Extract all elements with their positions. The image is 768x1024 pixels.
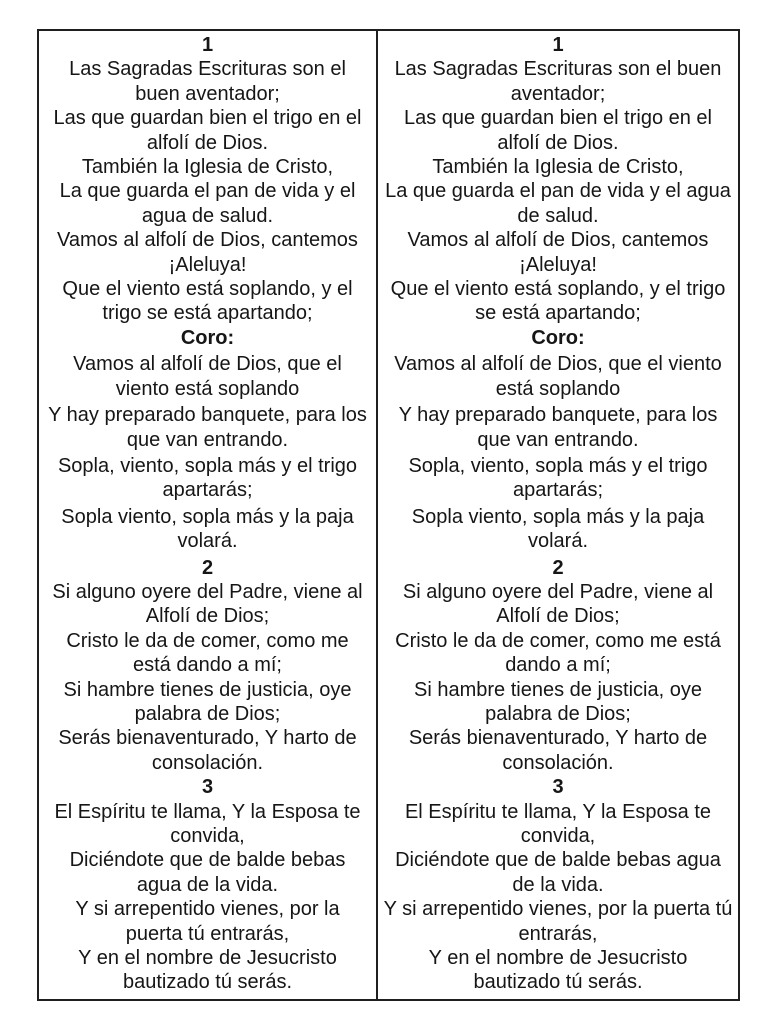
lyric-line: Y en el nombre de Jesucristo bautizado tú serás. (428, 947, 688, 994)
lyric-line: Serás bienaventurado, Y harto de consolación. (58, 727, 357, 774)
verse-section (383, 800, 733, 995)
lyric-line: Que el viento está soplando, y el trigo se está apartando; (390, 278, 726, 325)
lyric-line: Y si arrepentido vienes, por la puerta tú entrarás, (383, 898, 733, 945)
verse-section (46, 57, 369, 325)
lyric-line: El Espíritu te llama, Y la Esposa te convida, (54, 800, 361, 847)
lyric-line: Que el viento está soplando, y el trigo se está apartando; (62, 278, 353, 325)
lyric-line: Las que guardan bien el trigo en el alfolí de Dios. (53, 107, 362, 154)
verse-section (383, 57, 733, 325)
lyrics-table (37, 29, 740, 1001)
lyric-line: Sopla, viento, sopla más y el trigo apartarás; (57, 454, 358, 502)
lyrics-column-1 (39, 31, 376, 999)
lyric-line: Si alguno oyere del Padre, viene al Alfolí de Dios; (52, 580, 363, 628)
lyric-line: Vamos al alfolí de Dios, que el viento está soplando (394, 353, 722, 400)
lyric-line: Si alguno oyere del Padre, viene al Alfolí de Dios; (402, 580, 714, 628)
lyric-line: Serás bienaventurado, Y harto de consolación. (408, 727, 708, 774)
lyric-line: Cristo le da de comer, como me está dando a mí; (66, 629, 349, 677)
lyric-line: El Espíritu te llama, Y la Esposa te convida, (404, 800, 712, 847)
section-heading: 2 (552, 556, 564, 579)
chorus-section (383, 352, 733, 553)
lyric-line: Vamos al alfolí de Dios, cantemos ¡Aleluya! (57, 229, 358, 276)
lyric-line: Sopla viento, sopla más y la paja volará. (61, 505, 354, 553)
verse-section (383, 580, 733, 775)
lyric-line: Y hay preparado banquete, para los que van entrando. (398, 404, 718, 451)
verse-section (46, 800, 369, 995)
lyric-line: Sopla viento, sopla más y la paja volará. (411, 505, 705, 553)
section-heading: 3 (201, 776, 214, 799)
lyric-line: Vamos al alfolí de Dios, cantemos ¡Aleluya! (407, 229, 709, 276)
lyric-line: La que guarda el pan de vida y el agua de salud. (385, 180, 731, 227)
lyric-line: Y en el nombre de Jesucristo bautizado tú serás. (78, 947, 337, 994)
lyric-line: Vamos al alfolí de Dios, que el viento está soplando (73, 353, 342, 400)
lyric-line: Las Sagradas Escrituras son el buen aventador; (69, 58, 346, 105)
lyric-line: Si hambre tienes de justicia, oye palabra de Dios; (414, 678, 702, 725)
verse-section (46, 580, 369, 775)
section-heading: 3 (552, 776, 564, 799)
lyric-line: Diciéndote que de balde bebas agua de la vida. (395, 849, 721, 896)
section-heading: 1 (552, 34, 564, 56)
lyric-line: Diciéndote que de balde bebas agua de la vida. (69, 849, 346, 896)
lyric-line: Las Sagradas Escrituras son el buen aventador; (394, 58, 722, 105)
lyric-line: También la Iglesia de Cristo, (81, 156, 334, 179)
lyric-line: Cristo le da de comer, como me está dando a mí; (395, 629, 721, 677)
lyric-line: La que guarda el pan de vida y el agua de salud. (59, 180, 356, 227)
lyric-line: Y hay preparado banquete, para los que van entrando. (48, 404, 367, 451)
chorus-section (46, 352, 369, 553)
section-heading: 1 (201, 34, 214, 56)
section-heading: Coro: (180, 326, 235, 349)
lyric-line: Las que guardan bien el trigo en el alfolí de Dios. (403, 107, 712, 154)
section-heading: 2 (201, 556, 214, 579)
section-heading: Coro: (531, 326, 585, 349)
lyric-line: Si hambre tienes de justicia, oye palabra de Dios; (63, 678, 352, 725)
lyric-line: Y si arrepentido vienes, por la puerta tú entrarás, (75, 898, 340, 945)
lyric-line: También la Iglesia de Cristo, (432, 156, 684, 179)
lyric-line: Sopla, viento, sopla más y el trigo apartarás; (408, 454, 708, 502)
lyrics-column-2 (376, 31, 738, 999)
